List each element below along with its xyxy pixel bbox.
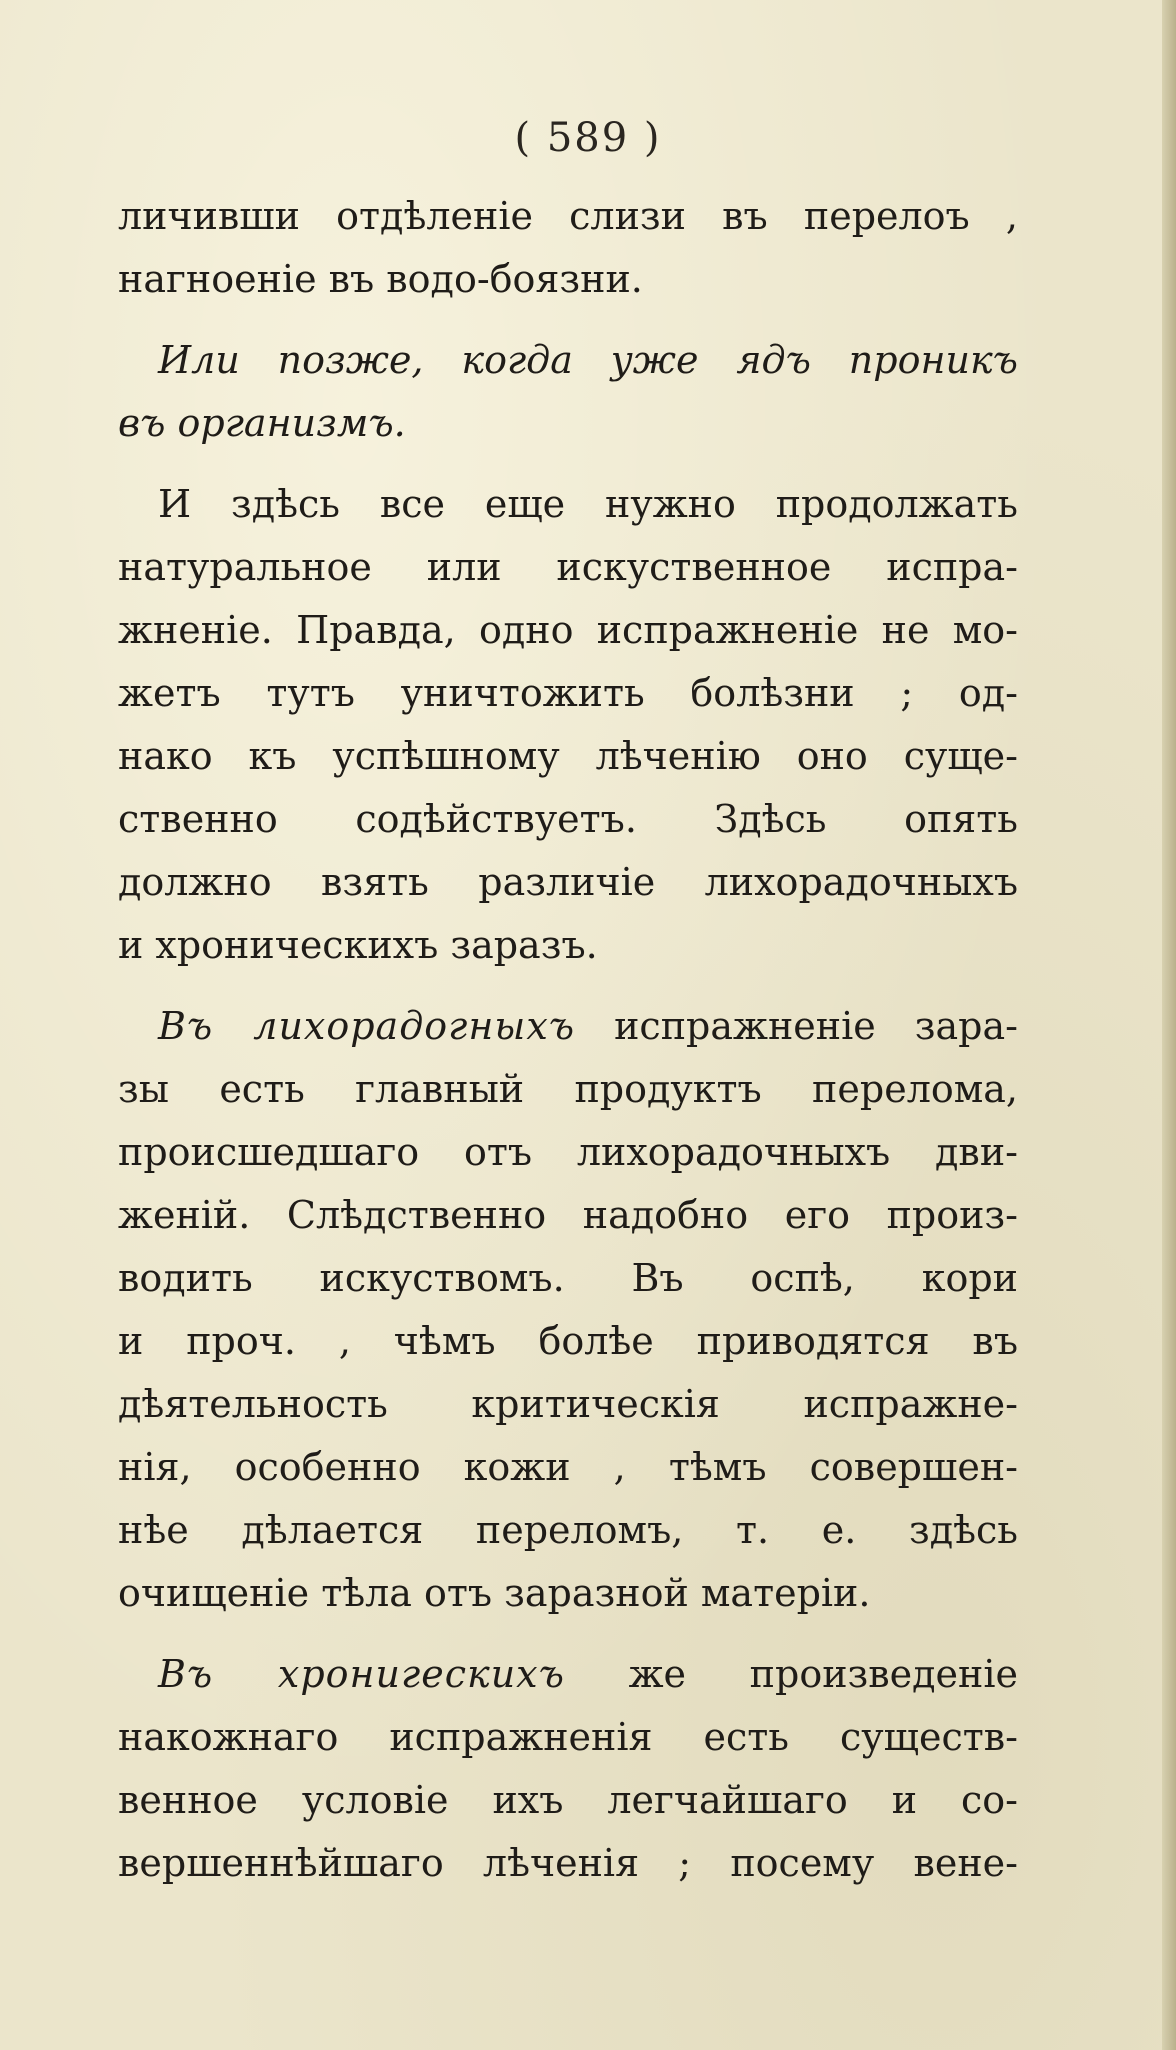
body-text (118, 185, 1018, 1895)
text-line: натуральное или искуственное испра- (118, 545, 1018, 589)
text-line: Или позже, когда уже ядъ проникъ (158, 338, 1018, 382)
text-line: очищеніе тѣла отъ заразной матеріи. (118, 1571, 871, 1615)
page-edge-shadow (1162, 0, 1176, 2050)
page-number: ( 589 ) (514, 115, 662, 161)
text-line: нагноеніе въ водо-боязни. (118, 257, 643, 301)
text-line: жненіе. Правда, одно испражненіе не мо- (118, 608, 1018, 652)
text-line: венное условіе ихъ легчайшаго и со- (118, 1778, 1018, 1822)
text-line: жетъ тутъ уничтожить болѣзни ; од- (118, 671, 1018, 715)
text-line: вершеннѣйшаго лѣченія ; посему вене- (118, 1841, 1018, 1885)
text-line: ственно содѣйствуетъ. Здѣсь опять (118, 797, 1018, 841)
text-line (118, 1643, 1018, 1706)
text-line: дѣятельность критическія испражне- (118, 1382, 1018, 1426)
text-line: личивши отдѣленіе слизи въ перелоъ , (118, 194, 1018, 238)
text-line: зы есть главный продуктъ перелома, (118, 1067, 1018, 1111)
line-rest: же произведеніе (628, 1652, 1018, 1696)
text-line: въ организмъ. (118, 401, 406, 445)
text-line: и хроническихъ заразъ. (118, 923, 598, 967)
text-line: нѣе дѣлается переломъ, т. е. здѣсь (118, 1508, 1018, 1552)
text-line: водить искуствомъ. Въ оспѣ, кори (118, 1256, 1018, 1300)
text-line: нако къ успѣшному лѣченію оно суще- (118, 734, 1018, 778)
text-line (118, 995, 1018, 1058)
text-line: и проч. , чѣмъ болѣе приводятся въ (118, 1319, 1018, 1363)
text-line: И здѣсь все еще нужно продолжать (158, 482, 1018, 526)
italic-lead: Въ лихорадогныхъ (158, 1004, 576, 1048)
text-line: накожнаго испражненія есть существ- (118, 1715, 1018, 1759)
text-line: нія, особенно кожи , тѣмъ совершен- (118, 1445, 1018, 1489)
text-line: происшедшаго отъ лихорадочныхъ дви- (118, 1130, 1018, 1174)
text-line: должно взять различіе лихорадочныхъ (118, 860, 1018, 904)
line-rest: испражненіе зара- (614, 1004, 1018, 1048)
text-line: женій. Слѣдственно надобно его произ- (118, 1193, 1018, 1237)
italic-lead: Въ хронигескихъ (158, 1652, 565, 1696)
